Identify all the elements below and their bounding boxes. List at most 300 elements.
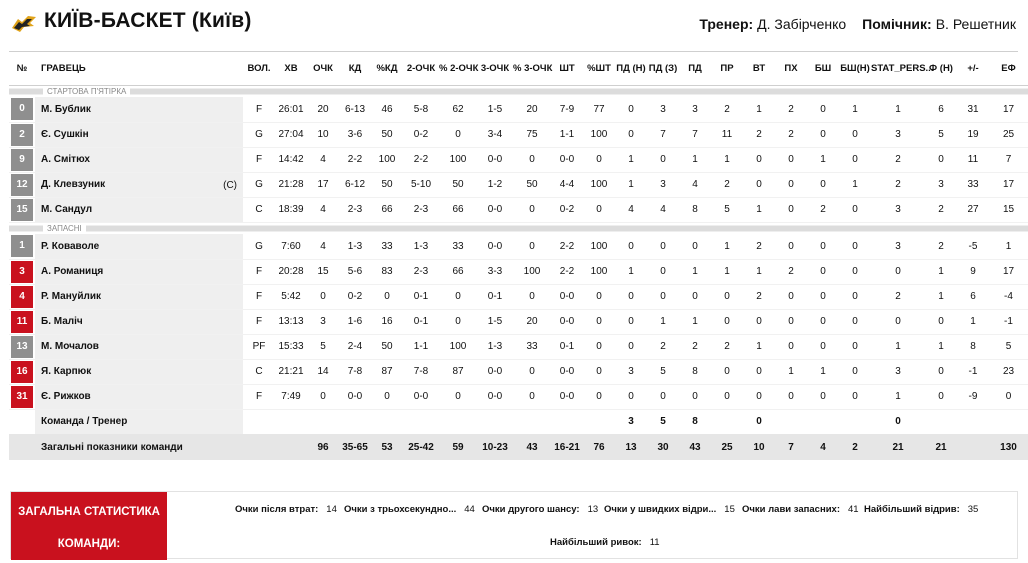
stat-cell: 2 — [711, 334, 743, 359]
stat-cell: 0 — [925, 384, 957, 409]
column-header[interactable]: %КД — [371, 52, 403, 85]
team-summary-panel — [10, 491, 1018, 559]
table-row[interactable] — [9, 334, 1028, 359]
stat-cell: 0-0 — [477, 384, 513, 409]
stat-cell: 0 — [513, 147, 551, 172]
stat-cell: 1-5 — [477, 309, 513, 334]
stat-cell: 2-2 — [403, 147, 439, 172]
stat-cell: 6 — [925, 97, 957, 122]
stat-cell: 4 — [647, 197, 679, 222]
stat-cell: 0-2 — [403, 122, 439, 147]
column-header[interactable]: ПХ — [775, 52, 807, 85]
column-header[interactable]: ШТ — [551, 52, 583, 85]
stat-cell: 33 — [513, 334, 551, 359]
stat-cell: 4 — [679, 172, 711, 197]
stat-cell: 2 — [775, 97, 807, 122]
stat-cell: 4 — [807, 434, 839, 460]
stat-cell: 100 — [513, 259, 551, 284]
stat-cell: PF — [243, 334, 275, 359]
stat-cell — [775, 409, 807, 434]
stat-cell: 31 — [957, 97, 989, 122]
stat-cell: 100 — [371, 147, 403, 172]
stat-cell: 2 — [775, 122, 807, 147]
player-name-link[interactable]: Є. Рижков — [41, 391, 91, 402]
player-name-link[interactable]: А. Смітюх — [41, 154, 90, 165]
stat-cell: 3 — [871, 122, 925, 147]
column-header[interactable]: +/- — [957, 52, 989, 85]
stat-cell: 0-0 — [551, 359, 583, 384]
stat-cell: 0 — [615, 309, 647, 334]
stat-cell: 0 — [711, 384, 743, 409]
stat-cell: 1 — [871, 334, 925, 359]
stat-cell: 0 — [647, 147, 679, 172]
stat-cell: F — [243, 97, 275, 122]
table-row[interactable] — [9, 284, 1028, 309]
stat-cell: 100 — [583, 259, 615, 284]
stat-cell: 1 — [615, 259, 647, 284]
stat-cell — [513, 409, 551, 434]
stat-cell: 5-10 — [403, 172, 439, 197]
stat-cell: 3-4 — [477, 122, 513, 147]
stat-cell: 25-42 — [403, 434, 439, 460]
stat-cell — [807, 409, 839, 434]
stat-cell: 0 — [583, 197, 615, 222]
stat-cell: 16-21 — [551, 434, 583, 460]
stat-cell: 0 — [839, 234, 871, 259]
column-header[interactable]: Ф (Н) — [925, 52, 957, 85]
column-header[interactable]: % 3-ОЧК — [513, 52, 551, 85]
jersey-number-badge: 31 — [11, 386, 33, 408]
stat-cell: 0 — [679, 384, 711, 409]
section-divider — [9, 85, 1028, 97]
stat-cell: 77 — [583, 97, 615, 122]
table-row[interactable] — [9, 384, 1028, 409]
jersey-number-badge: 11 — [11, 311, 33, 333]
stat-cell: 46 — [371, 97, 403, 122]
stat-cell: 62 — [439, 97, 477, 122]
stat-cell: 100 — [439, 147, 477, 172]
stat-cell: 0 — [807, 384, 839, 409]
stat-cell: 6 — [957, 284, 989, 309]
stat-cell: 16 — [371, 309, 403, 334]
stat-cell: 1 — [743, 259, 775, 284]
table-body — [9, 85, 1028, 460]
stat-cell — [583, 409, 615, 434]
stat-cell: 100 — [439, 334, 477, 359]
column-header[interactable]: БШ — [807, 52, 839, 85]
stat-cell: 2 — [647, 334, 679, 359]
stat-cell: 3-3 — [477, 259, 513, 284]
stat-cell: 0 — [775, 234, 807, 259]
column-header[interactable]: 2-ОЧК — [403, 52, 439, 85]
stat-cell: 2 — [925, 197, 957, 222]
table-row[interactable] — [9, 172, 1028, 197]
stat-cell: 2 — [839, 434, 871, 460]
stat-cell: 1 — [989, 234, 1028, 259]
stat-cell: 0 — [775, 197, 807, 222]
stat-cell: 1 — [679, 259, 711, 284]
column-header[interactable]: ВОЛ. — [243, 52, 275, 85]
stat-cell: 2 — [925, 234, 957, 259]
stat-cell: 66 — [439, 197, 477, 222]
stat-cell: 0 — [807, 234, 839, 259]
stat-cell: 18:39 — [275, 197, 307, 222]
assistant-name: В. Решетник — [935, 16, 1016, 32]
stat-cell: 0 — [513, 359, 551, 384]
stat-cell: 0 — [775, 384, 807, 409]
stat-cell: 50 — [371, 172, 403, 197]
stat-cell: F — [243, 147, 275, 172]
stat-cell: G — [243, 122, 275, 147]
stat-cell — [957, 434, 989, 460]
stat-cell: 0 — [583, 147, 615, 172]
stat-cell: 33 — [439, 234, 477, 259]
stat-cell — [839, 409, 871, 434]
stat-cell: 1 — [743, 197, 775, 222]
stat-cell: 1 — [615, 172, 647, 197]
assistant-label: Помічник: — [862, 16, 932, 32]
stat-cell: 83 — [371, 259, 403, 284]
stat-cell: 130 — [989, 434, 1028, 460]
stat-cell: 59 — [439, 434, 477, 460]
stat-cell: 1-3 — [403, 234, 439, 259]
stat-cell: 15 — [989, 197, 1028, 222]
stat-cell: 3 — [628, 416, 634, 428]
stat-cell: F — [243, 259, 275, 284]
stat-cell: 5:42 — [275, 284, 307, 309]
table-row[interactable] — [9, 359, 1028, 384]
stat-cell: 76 — [583, 434, 615, 460]
stat-cell — [711, 409, 743, 434]
stat-cell: 0 — [807, 334, 839, 359]
stat-cell: 3 — [615, 359, 647, 384]
stat-cell: 27:04 — [275, 122, 307, 147]
stat-cell: 0 — [615, 97, 647, 122]
stat-cell: 2-4 — [339, 334, 371, 359]
stat-cell — [957, 409, 989, 434]
stat-cell: -9 — [957, 384, 989, 409]
stat-cell: 33 — [957, 172, 989, 197]
player-name-link[interactable]: Р. Коваволе — [41, 240, 100, 252]
stat-cell: 23 — [989, 359, 1028, 384]
stat-cell: 11 — [711, 122, 743, 147]
stat-cell: 0-2 — [339, 284, 371, 309]
stat-cell: 13:13 — [275, 309, 307, 334]
player-name-link[interactable]: Д. Клевзуник — [41, 179, 106, 190]
stat-cell: 25 — [711, 434, 743, 460]
stat-cell: 30 — [647, 434, 679, 460]
stat-cell: 3 — [679, 97, 711, 122]
column-header[interactable]: STAT_PERS... — [871, 52, 925, 85]
stat-cell: 1 — [807, 147, 839, 172]
stat-cell: 0 — [775, 172, 807, 197]
stat-cell: 1 — [711, 259, 743, 284]
jersey-number-badge: 12 — [11, 174, 33, 196]
column-header[interactable]: ГРАВЕЦЬ — [35, 52, 243, 85]
player-name-link[interactable]: Б. Маліч — [41, 316, 83, 327]
stat-cell: 3 — [871, 234, 925, 259]
stat-cell: 2 — [871, 284, 925, 309]
stat-cell: 0-1 — [477, 284, 513, 309]
stat-cell — [243, 409, 275, 434]
stat-cell: 3-6 — [339, 122, 371, 147]
stat-cell: 0 — [439, 384, 477, 409]
box-score-table — [9, 52, 1028, 460]
column-header[interactable]: КД — [339, 52, 371, 85]
stat-cell: 17 — [989, 259, 1028, 284]
column-header[interactable]: ПД (З) — [647, 52, 679, 85]
stat-cell: 0 — [807, 309, 839, 334]
stat-cell: 20 — [513, 97, 551, 122]
stat-cell: 26:01 — [275, 97, 307, 122]
table-row[interactable] — [9, 122, 1028, 147]
table-row[interactable] — [9, 97, 1028, 122]
stat-cell: F — [243, 284, 275, 309]
summary-stat: Очки у швидких відри... 15 — [604, 504, 735, 515]
stat-cell: 50 — [439, 172, 477, 197]
stat-cell: 2 — [679, 334, 711, 359]
jersey-number-badge: 4 — [11, 286, 33, 308]
summary-title — [11, 492, 167, 560]
stat-cell: 0 — [307, 384, 339, 409]
stat-cell: 7 — [679, 122, 711, 147]
stat-cell: 0-0 — [551, 384, 583, 409]
stat-cell: 0 — [839, 147, 871, 172]
stat-cell: 8 — [679, 359, 711, 384]
stat-cell — [371, 409, 403, 434]
stat-cell: 1 — [957, 309, 989, 334]
stat-cell: 2 — [743, 234, 775, 259]
stat-cell: 0-0 — [477, 147, 513, 172]
stat-cell: -1 — [989, 309, 1028, 334]
stat-cell: 0 — [807, 284, 839, 309]
player-name-link[interactable]: М. Бублик — [41, 103, 91, 115]
stat-cell: 0 — [775, 309, 807, 334]
team-header — [0, 0, 1024, 46]
stat-cell: 0 — [807, 172, 839, 197]
jersey-number-badge: 9 — [11, 149, 33, 171]
stat-cell: 4-4 — [551, 172, 583, 197]
team-totals-row-label: Загальні показники команди — [35, 434, 243, 460]
stat-cell: 4 — [307, 234, 339, 259]
summary-title-line1: ЗАГАЛЬНА СТАТИСТИКА — [18, 506, 160, 518]
stat-cell: 0 — [743, 172, 775, 197]
stat-cell: 0-2 — [551, 197, 583, 222]
stat-cell: 15:33 — [275, 334, 307, 359]
stat-cell: 0 — [895, 416, 901, 428]
stat-cell: 1 — [839, 97, 871, 122]
stat-cell: 7 — [647, 122, 679, 147]
stat-cell: 4 — [615, 197, 647, 222]
jersey-number-badge: 3 — [11, 261, 33, 283]
table-row[interactable] — [9, 234, 1028, 259]
column-header[interactable]: ПР — [711, 52, 743, 85]
stat-cell: 4 — [307, 197, 339, 222]
stat-cell: 2 — [743, 122, 775, 147]
stat-cell: 2 — [775, 259, 807, 284]
stat-cell: 1 — [925, 334, 957, 359]
stat-cell: 0 — [743, 359, 775, 384]
column-header[interactable]: % 2-ОЧК — [439, 52, 477, 85]
stat-cell: 50 — [371, 334, 403, 359]
stat-cell: 17 — [989, 172, 1028, 197]
stat-cell: 20:28 — [275, 259, 307, 284]
stat-cell: 0 — [513, 234, 551, 259]
stat-cell — [477, 409, 513, 434]
stat-cell: 0 — [839, 384, 871, 409]
table-header-row — [9, 52, 1028, 85]
stat-cell: 11 — [957, 147, 989, 172]
stat-cell: 66 — [439, 259, 477, 284]
basketball-logo-icon — [10, 14, 38, 34]
stat-cell: 2-3 — [403, 259, 439, 284]
stat-cell: 43 — [679, 434, 711, 460]
stat-cell: 0 — [839, 309, 871, 334]
stat-cell: 1 — [775, 359, 807, 384]
stat-cell: 25 — [989, 122, 1028, 147]
stat-cell: 0 — [711, 284, 743, 309]
stat-cell: 0 — [839, 359, 871, 384]
stat-cell: 0 — [307, 284, 339, 309]
stat-cell: 0 — [371, 384, 403, 409]
stat-cell: 0-0 — [477, 197, 513, 222]
stat-cell: 0 — [583, 359, 615, 384]
stat-cell: -5 — [957, 234, 989, 259]
stat-cell: 5 — [989, 334, 1028, 359]
summary-stat: Очки після втрат: 14 — [235, 504, 337, 515]
stat-cell: 0 — [925, 147, 957, 172]
player-name-link[interactable]: М. Сандул — [41, 204, 93, 215]
stat-cell: 10 — [307, 122, 339, 147]
stat-cell: 0 — [583, 284, 615, 309]
stat-cell: 1-5 — [477, 97, 513, 122]
stat-cell: 13 — [615, 434, 647, 460]
stat-cell: 0 — [807, 259, 839, 284]
stat-cell: 0 — [775, 284, 807, 309]
stat-cell: 0 — [989, 384, 1028, 409]
team-totals-row — [9, 434, 1028, 460]
table-row[interactable] — [9, 147, 1028, 172]
stat-cell: 0 — [615, 122, 647, 147]
stat-cell: 0 — [583, 309, 615, 334]
stat-cell: 21 — [925, 434, 957, 460]
player-name-link[interactable]: Я. Карпюк — [41, 366, 92, 377]
stat-cell: 0 — [583, 334, 615, 359]
column-header[interactable]: %ШТ — [583, 52, 615, 85]
summary-stat: Очки другого шансу: 13 — [482, 504, 599, 515]
stat-cell: 2-3 — [339, 197, 371, 222]
stat-cell: 3 — [871, 359, 925, 384]
stat-cell: 0 — [839, 259, 871, 284]
stat-cell: 0-0 — [403, 384, 439, 409]
column-header[interactable]: ХВ — [275, 52, 307, 85]
stat-cell: 3 — [925, 172, 957, 197]
stat-cell: 1 — [743, 334, 775, 359]
player-name-link[interactable]: Є. Сушкін — [41, 129, 89, 140]
stat-cell: 7-8 — [339, 359, 371, 384]
stat-cell: 0 — [583, 384, 615, 409]
stat-cell: 0 — [839, 197, 871, 222]
stat-cell: 0 — [743, 147, 775, 172]
stat-cell: 1 — [679, 147, 711, 172]
stat-cell — [989, 409, 1028, 434]
stat-cell: 0 — [807, 122, 839, 147]
column-header[interactable]: ВТ — [743, 52, 775, 85]
column-header[interactable]: ОЧК — [307, 52, 339, 85]
stat-cell: 0 — [513, 384, 551, 409]
stat-cell: 0 — [615, 284, 647, 309]
jersey-number-badge: 15 — [11, 199, 33, 221]
table-row[interactable] — [9, 309, 1028, 334]
stat-cell: 0 — [615, 234, 647, 259]
stat-cell: 2 — [743, 284, 775, 309]
player-name-link[interactable]: М. Мочалов — [41, 341, 99, 352]
column-header[interactable]: № — [9, 52, 35, 85]
stat-cell: 2 — [871, 147, 925, 172]
stat-cell: 0 — [839, 284, 871, 309]
jersey-number-badge: 2 — [11, 124, 33, 146]
player-name-link[interactable]: А. Романиця — [41, 266, 104, 277]
stat-cell — [551, 409, 583, 434]
stat-cell: 2-2 — [551, 259, 583, 284]
stat-cell: 20 — [307, 97, 339, 122]
stat-cell: C — [243, 197, 275, 222]
stat-cell: 1-3 — [477, 334, 513, 359]
stat-cell: -1 — [957, 359, 989, 384]
stat-cell: 17 — [307, 172, 339, 197]
stat-cell — [243, 434, 275, 460]
table-row[interactable] — [9, 259, 1028, 284]
summary-stat: Очки лави запасних: 41 — [742, 504, 859, 515]
stat-cell — [275, 434, 307, 460]
stat-cell: 2-3 — [403, 197, 439, 222]
captain-mark: (C) — [223, 179, 237, 191]
stat-cell — [439, 409, 477, 434]
stat-cell: 8 — [957, 334, 989, 359]
stat-cell: 21 — [871, 434, 925, 460]
stat-cell: 0 — [711, 359, 743, 384]
stat-cell: 96 — [307, 434, 339, 460]
stat-cell: 1 — [871, 97, 925, 122]
column-header[interactable]: ПД — [679, 52, 711, 85]
stat-cell: 1-6 — [339, 309, 371, 334]
stat-cell: 0-1 — [551, 334, 583, 359]
stat-cell: 43 — [513, 434, 551, 460]
stat-cell: 15 — [307, 259, 339, 284]
team-coach-row — [9, 409, 1028, 434]
stat-cell: 1-2 — [477, 172, 513, 197]
stat-cell: 0 — [439, 122, 477, 147]
column-header[interactable]: ЕФ — [989, 52, 1028, 85]
column-header[interactable]: БШ(Н) — [839, 52, 871, 85]
stat-cell: 27 — [957, 197, 989, 222]
stat-cell: 100 — [583, 122, 615, 147]
stat-cell: 0-1 — [403, 284, 439, 309]
stat-cell: 8 — [692, 416, 698, 428]
stat-cell: 1-1 — [403, 334, 439, 359]
column-header[interactable]: 3-ОЧК — [477, 52, 513, 85]
box-score-table-wrapper — [9, 51, 1018, 460]
table-row[interactable] — [9, 197, 1028, 222]
stat-cell — [275, 409, 307, 434]
stat-cell: 7-9 — [551, 97, 583, 122]
column-header[interactable]: ПД (Н) — [615, 52, 647, 85]
stat-cell: 7-8 — [403, 359, 439, 384]
section-label: СТАРТОВА П'ЯТІРКА — [43, 87, 130, 96]
stat-cell: 6-12 — [339, 172, 371, 197]
player-name-link[interactable]: Р. Мануйлик — [41, 291, 101, 302]
section-label: ЗАПАСНІ — [43, 224, 86, 233]
